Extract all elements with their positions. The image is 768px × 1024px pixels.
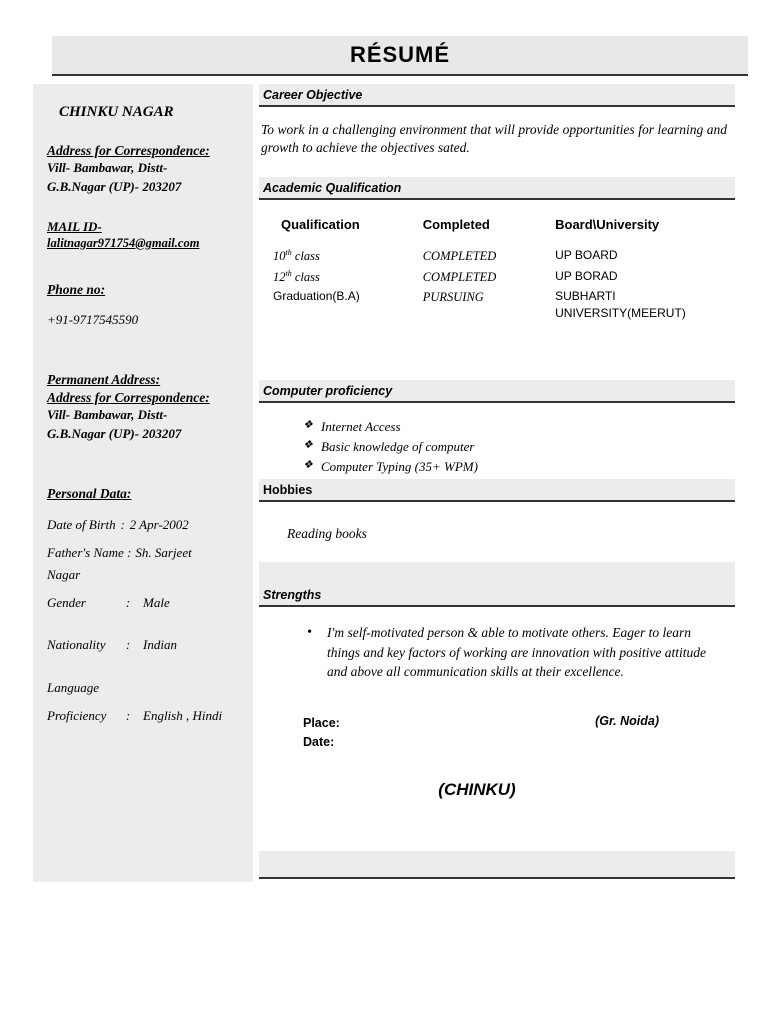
cell-board-1: UP BOARD [555,248,618,263]
table-row [259,267,729,287]
proficiency-key: Proficiency [47,707,107,723]
list-item: ❖ Computer Typing (35+ WPM) [259,457,735,477]
mail-id-value[interactable]: lalitnagar971754@gmail.com [47,235,200,250]
place-value: (Gr. Noida) [595,713,659,728]
proficiency-separator: : [125,707,131,723]
proficiency-value: English , Hindi [143,707,223,723]
permanent-address-sub-label: Address for Correspondence: [47,390,210,406]
qualification-1-text: 10 [273,249,286,264]
qualification-2-rest: class [291,269,320,284]
left-sidebar [33,84,253,882]
cell-qualification-3: Graduation(B.A) [273,289,360,303]
section-heading-computer-proficiency: Computer proficiency [259,380,735,403]
column-header-completed: Completed [422,217,490,233]
career-objective-text: To work in a challenging environment that will provide opportunities for learning and growth to achieve the objectives sated. [261,122,727,156]
address-line-1: Vill- Bambawar, Distt- [47,160,168,175]
personal-data-label: Personal Data: [47,485,132,501]
personal-row-father [47,543,241,563]
mail-id-label: MAIL ID- [47,218,102,234]
section-heading-strengths: Strengths [259,584,735,607]
language-label: Language [47,679,99,695]
personal-row-nationality [47,635,241,655]
academic-qualification-table [259,216,729,323]
gender-key: Gender [47,595,86,611]
computer-proficiency-list [259,417,735,477]
father-value: Sh. Sarjeet [135,545,192,561]
address-label: Address for Correspondence: [47,143,210,158]
permanent-address-line-2: G.B.Nagar (UP)- 203207 [47,426,182,442]
document-title-bar [52,36,748,76]
qualification-2-sup: th [285,268,292,278]
main-content [259,84,735,800]
father-value-overflow: Nagar [47,567,81,583]
nationality-separator: : [125,637,131,653]
footer-band [259,851,735,879]
qualification-1-sup: th [285,248,292,258]
cell-board-2: UP BORAD [555,268,618,283]
column-header-qualification: Qualification [281,217,360,233]
section-heading-career-objective: Career Objective [259,84,735,107]
qualification-1-rest: class [291,249,320,264]
list-item: ❖ Basic knowledge of computer [259,437,735,457]
cell-board-3-line1: SUBHARTI [555,289,616,303]
cell-board-3 [554,287,729,324]
column-header-board: Board\University [555,217,660,233]
hobbies-text: Reading books [287,526,367,542]
table-row [259,287,729,324]
section-heading-hobbies: Hobbies [259,479,735,502]
list-item: ❖ Internet Access [259,417,735,437]
candidate-name: CHINKU NAGAR [59,104,174,120]
gender-value: Male [143,595,170,611]
date-label: Date: [303,735,335,750]
section-heading-academic-qualification: Academic Qualification [259,177,735,200]
permanent-address-line-1: Vill- Bambawar, Distt- [47,407,168,423]
phone-value: +91-9717545590 [47,312,139,328]
dob-key: Date of Birth [47,516,116,532]
decorative-band [259,562,735,584]
strengths-list [259,623,735,682]
place-label: Place: [303,715,340,730]
cell-qualification-2 [259,267,422,287]
qualification-2-text: 12 [273,269,286,284]
dob-value: 2 Apr-2002 [129,516,189,532]
table-header-row [259,216,729,246]
nationality-value: Indian [143,637,177,653]
list-item: • I'm self-motivated person & able to motivate others. Eager to learn things and key factors of working are innovation with positive attitude and above all communication skills at their excellence. [259,623,735,682]
place-date-block [259,714,735,754]
left-bottom-band [33,851,253,882]
cell-board-3-line2: UNIVERSITY(MEERUT) [555,306,686,321]
cell-completed-2: COMPLETED [422,269,497,284]
phone-label: Phone no: [47,282,106,298]
cell-completed-1: COMPLETED [422,249,497,264]
page-title: RÉSUMÉ [349,42,451,67]
permanent-address-label: Permanent Address: [47,372,161,388]
father-key: Father's Name : [47,545,132,561]
personal-row-proficiency [47,706,241,726]
signature-name: (CHINKU) [438,779,516,799]
cell-qualification-1 [259,246,422,266]
table-row [259,246,729,266]
personal-row-dob [47,515,241,535]
personal-row-gender [47,593,241,613]
cell-completed-3: PURSUING [422,290,484,304]
address-line-2: G.B.Nagar (UP)- 203207 [47,178,182,194]
dob-separator: : [120,516,125,532]
nationality-key: Nationality [47,637,106,653]
gender-separator: : [125,595,131,611]
